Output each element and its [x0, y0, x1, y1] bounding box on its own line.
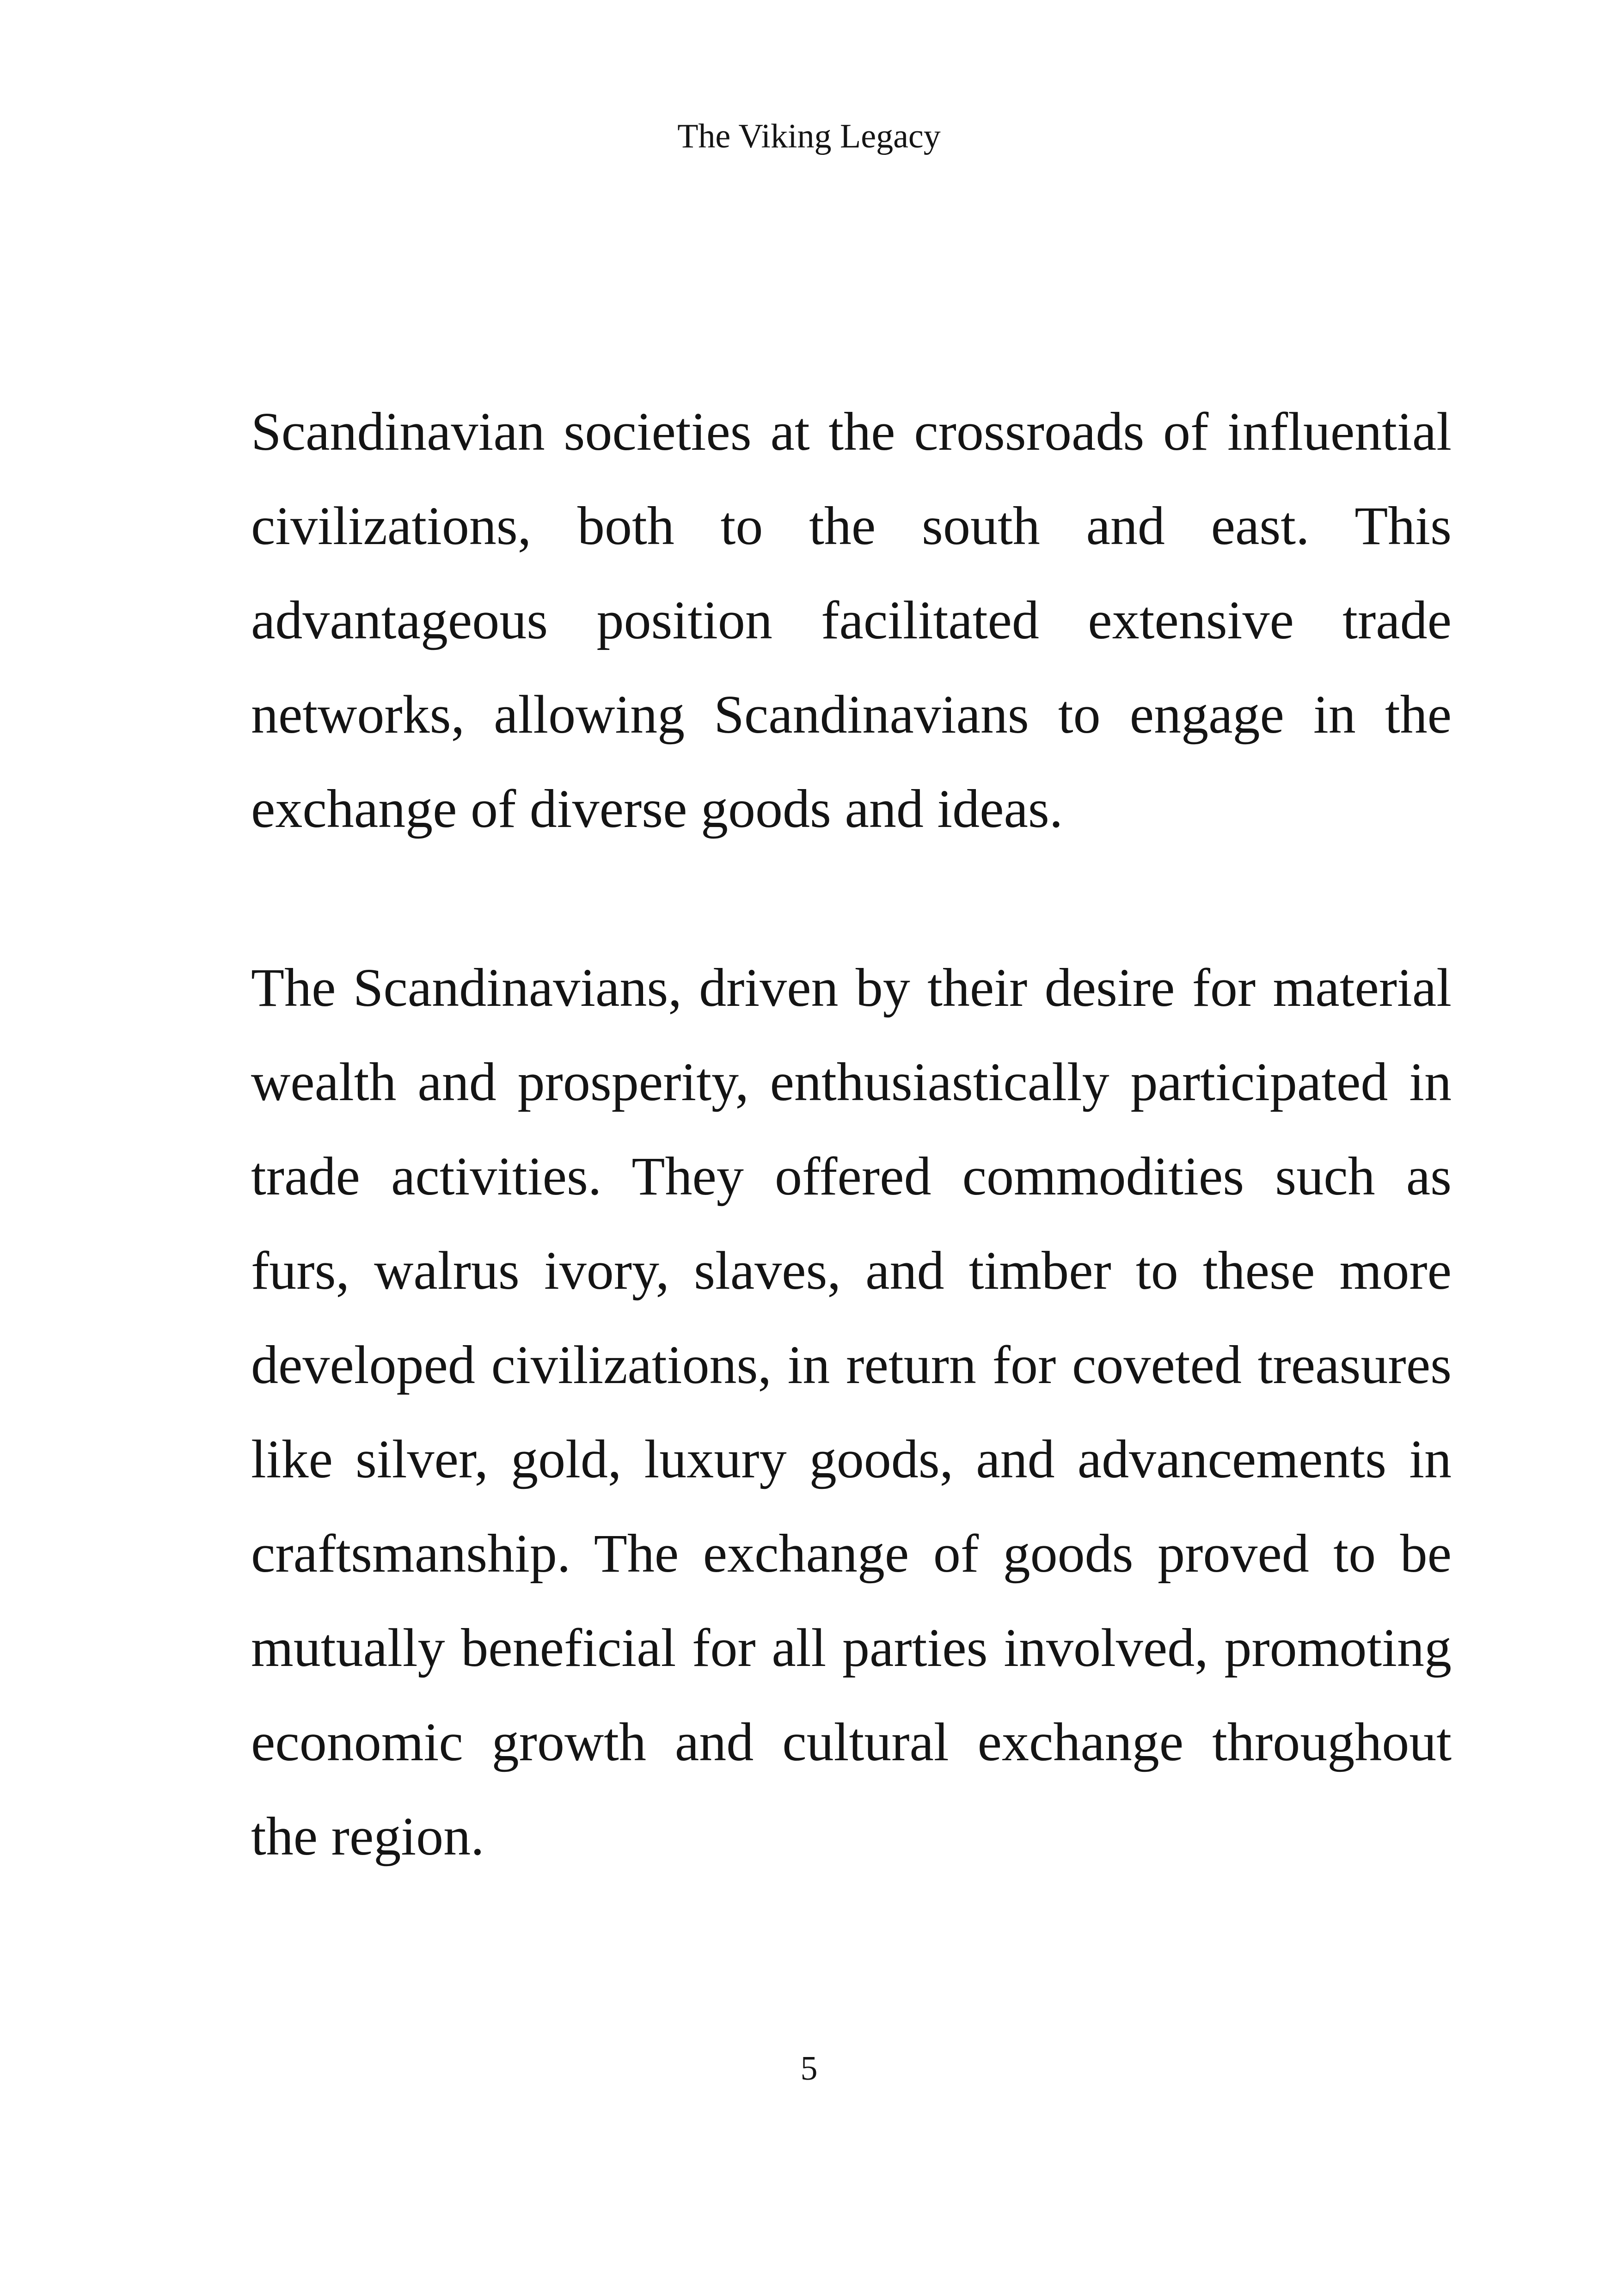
page-number: 5	[800, 2050, 818, 2088]
paragraph: The Scandinavians, driven by their desire for material wealth and prosperity, enthusiastically participated in trade activities. They offered commodities such as furs, walrus ivory, slaves, and timber to these more developed civilizations, in return for coveted treasures like silver, gold, luxury goods, and advancements in craftsmanship. The exchange of goods proved to be mutually beneficial for all parties involved, promoting economic growth and cultural exchange throughout the region.	[251, 957, 1452, 1867]
body-text	[251, 385, 1452, 1884]
paragraph: Scandinavian societies at the crossroads of influential civilizations, both to the south and east. This advantageous position facilitated extensive trade networks, allowing Scandinavians to engage in the exchange of diverse goods and ideas.	[251, 401, 1452, 839]
running-header: The Viking Legacy	[677, 117, 941, 155]
